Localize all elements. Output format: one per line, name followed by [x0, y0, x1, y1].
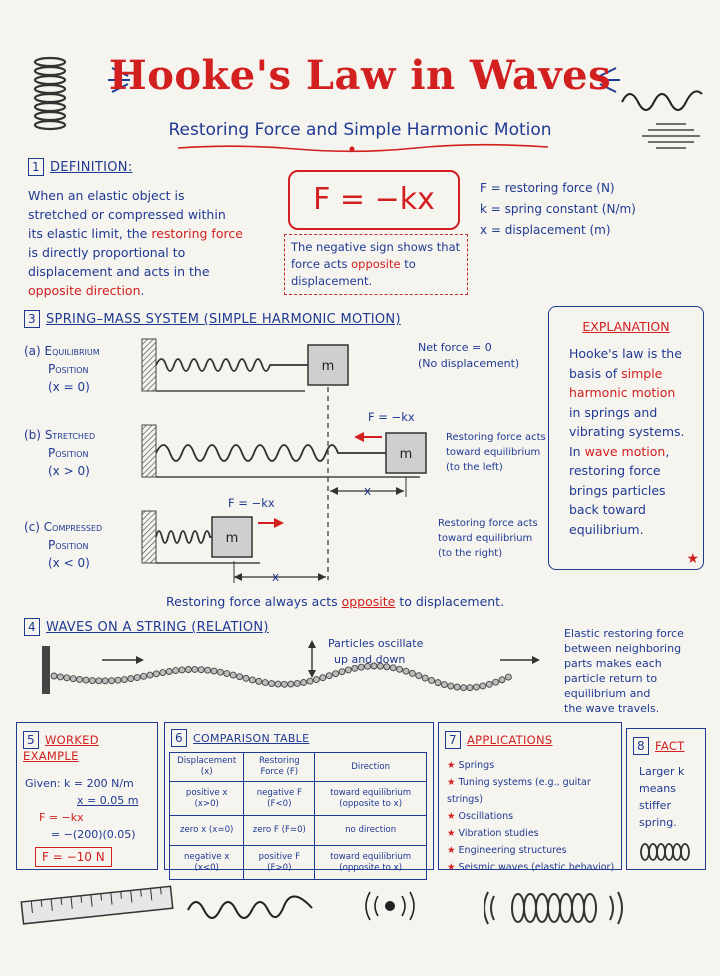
string-bead: [211, 668, 217, 674]
string-bead: [237, 674, 243, 680]
formula: F = −kx: [313, 182, 435, 217]
string-bead: [429, 677, 435, 683]
string-bead: [262, 680, 268, 686]
stretched-label: (b) Stretched Position (x > 0): [24, 428, 96, 478]
string-bead: [288, 681, 294, 687]
string-bead: [339, 669, 345, 675]
disp-label-c: x: [272, 570, 280, 584]
explanation-line: In wave motion,: [569, 443, 670, 459]
string-bead: [403, 668, 409, 674]
definition-text: When an elastic object is stretched or compressed within its elastic limit, the restoring force is directly proportional to displacement and acts in the opposite direction.: [28, 188, 243, 298]
page-title: Hooke's Law in Waves: [108, 52, 612, 99]
explanation-line: basis of simple: [569, 365, 663, 381]
string-wave-diagram: [40, 636, 560, 716]
string-bead: [435, 680, 441, 686]
string-bead: [275, 681, 281, 687]
list-item: ★ Engineering structures: [447, 845, 567, 856]
wave-icon: [620, 80, 712, 160]
string-bead: [467, 685, 473, 691]
formula-variables: F = restoring force (N) k = spring constant (N/m) x = displacement (m): [480, 181, 636, 237]
explanation-line: back toward: [569, 502, 646, 517]
formula-box: [288, 170, 460, 230]
string-bead: [115, 677, 121, 683]
string-bead: [198, 667, 204, 673]
string-bead: [102, 678, 108, 684]
string-bead: [185, 667, 191, 673]
string-bead: [333, 671, 339, 677]
string-bead: [173, 668, 179, 674]
string-bead: [109, 678, 115, 684]
waves-heading: 4 WAVES ON A STRING (RELATION): [24, 618, 269, 636]
list-item: ★ Oscillations: [447, 811, 514, 822]
string-bead: [51, 673, 57, 679]
string-bead: [121, 677, 127, 683]
force-label-c: F = −kx: [228, 496, 275, 510]
string-bead: [409, 670, 415, 676]
comparison-box: 6 COMPARISON TABLE Displacement (x) Restoring Force (F) Direction positive x (x>0) negative F (F<0) toward equilibrium (opposite to x) zero x (x=0) zero F (F=0) no direction negative x (x<0) positive F (F>0) toward equilibrium (opposite to x): [164, 722, 434, 870]
worked-answer: F = −10 N: [35, 847, 112, 867]
string-bead: [294, 680, 300, 686]
string-bead: [230, 672, 236, 678]
string-bead: [249, 677, 255, 683]
string-bead: [89, 678, 95, 684]
page-subtitle: Restoring Force and Simple Harmonic Motion: [168, 120, 552, 140]
list-item: ★ Tuning systems (e.g., guitar strings): [447, 777, 591, 805]
stretched-note: Restoring force acts toward equilibrium (to the left): [446, 432, 546, 473]
spring-mass-heading: 3 SPRING–MASS SYSTEM (SIMPLE HARMONIC MOTION): [24, 310, 401, 328]
string-bead: [422, 675, 428, 681]
applications-list: [447, 757, 621, 876]
string-bead: [313, 677, 319, 683]
star-icon: ★: [447, 828, 459, 839]
bottom-spring-icon: [484, 884, 634, 934]
explanation-text: [549, 334, 703, 539]
string-bead: [256, 678, 262, 684]
string-bead: [281, 681, 287, 687]
string-bead: [416, 673, 422, 679]
definition-heading: 1 DEFINITION:: [28, 158, 133, 176]
string-bead: [505, 674, 511, 680]
subtitle-underline: [176, 142, 550, 156]
svg-text:m: m: [399, 447, 413, 462]
string-bead: [307, 678, 313, 684]
string-bead: [153, 671, 159, 677]
string-bead: [486, 681, 492, 687]
explanation-heading: EXPLANATION: [582, 319, 670, 334]
string-bead: [461, 685, 467, 691]
list-item: ★ Seismic waves (elastic behavior): [447, 862, 615, 873]
string-bead: [217, 669, 223, 675]
string-bead: [134, 675, 140, 681]
svg-text:m: m: [321, 359, 335, 374]
ruler-icon: [18, 880, 178, 930]
applications-box: 7 APPLICATIONS ★ Springs ★ Tuning systems (e.g., guitar strings) ★ Oscillations ★ Vibration studies ★ Engineering structures ★ Seismic waves (elastic behavior): [438, 722, 622, 870]
svg-text:m: m: [225, 531, 239, 546]
string-bead: [128, 676, 134, 682]
worked-example-box: 5 WORKED EXAMPLE Given: k = 200 N/m x = 0.05 m F = −kx = −(200)(0.05) F = −10 N: [16, 722, 158, 870]
string-bead: [205, 667, 211, 673]
list-item: ★ Vibration studies: [447, 828, 539, 839]
string-bead: [224, 671, 230, 677]
string-bead: [326, 673, 332, 679]
spring-summary: Restoring force always acts opposite to displacement.: [166, 594, 505, 609]
string-bead: [147, 672, 153, 678]
string-bead: [96, 678, 102, 684]
vibration-icon: [350, 888, 430, 924]
star-icon: ★: [447, 845, 459, 856]
explanation-line: equilibrium.: [569, 521, 644, 537]
string-bead: [320, 675, 326, 681]
string-bead: [441, 682, 447, 688]
comparison-table: Displacement (x) Restoring Force (F) Direction positive x (x>0) negative F (F<0) toward equilibrium (opposite to x) zero x (x=0) zero F (F=0) no direction negative x (x<0) positive F (F>0) toward equilibrium (opposite to x): [169, 752, 427, 880]
string-bead: [448, 683, 454, 689]
explanation-line: harmonic motion: [569, 385, 676, 400]
list-item: ★ Springs: [447, 760, 495, 771]
star-icon: ★: [686, 551, 699, 567]
explanation-line: Hooke's law is the: [569, 346, 682, 361]
string-bead: [480, 683, 486, 689]
equilibrium-note: Net force = 0 (No displacement): [418, 341, 520, 370]
string-bead: [192, 666, 198, 672]
string-bead: [269, 681, 275, 687]
sign-note: The negative sign shows that force acts opposite to displacement.: [284, 234, 468, 295]
string-bead: [454, 684, 460, 690]
star-icon: ★: [447, 862, 459, 873]
string-bead: [141, 673, 147, 679]
string-bead: [499, 677, 505, 683]
string-bead: [57, 674, 63, 680]
string-bead: [70, 676, 76, 682]
equilibrium-label: (a) Equilibrium Position (x = 0): [24, 344, 100, 394]
string-bead: [83, 677, 89, 683]
explanation-line: brings particles: [569, 482, 666, 498]
string-bead: [179, 667, 185, 673]
explanation-line: restoring force: [569, 463, 661, 478]
compressed-label: (c) Compressed Position (x < 0): [24, 520, 103, 570]
explanation-line: in springs and: [569, 404, 658, 420]
section-number: 1: [28, 158, 44, 176]
string-bead: [473, 684, 479, 690]
wave-right-note: Elastic restoring force between neighboring parts makes each particle return to equilibrium and the wave travels.: [564, 627, 684, 715]
string-bead: [64, 675, 70, 681]
string-bead: [160, 670, 166, 676]
string-bead: [301, 679, 307, 685]
disp-label-b: x: [364, 484, 372, 498]
small-spring-icon: [637, 841, 693, 863]
bottom-wave-icon: [186, 890, 316, 920]
string-bead: [166, 669, 172, 675]
string-bead: [493, 679, 499, 685]
star-icon: ★: [447, 760, 459, 771]
spring-mass-diagram: [140, 335, 440, 585]
explanation-line: vibrating systems.: [569, 424, 685, 439]
star-icon: ★: [447, 811, 459, 822]
fact-box: 8 FACT Larger k means stiffer spring.: [626, 728, 706, 870]
string-bead: [243, 675, 249, 681]
force-label-b: F = −kx: [368, 410, 415, 424]
oscillate-note: Particles oscillate up and down: [328, 637, 424, 666]
string-bead: [77, 676, 83, 682]
compressed-note: Restoring force acts toward equilibrium (to the right): [438, 518, 538, 559]
explanation-box: [548, 306, 704, 570]
star-icon: ★: [447, 777, 459, 788]
